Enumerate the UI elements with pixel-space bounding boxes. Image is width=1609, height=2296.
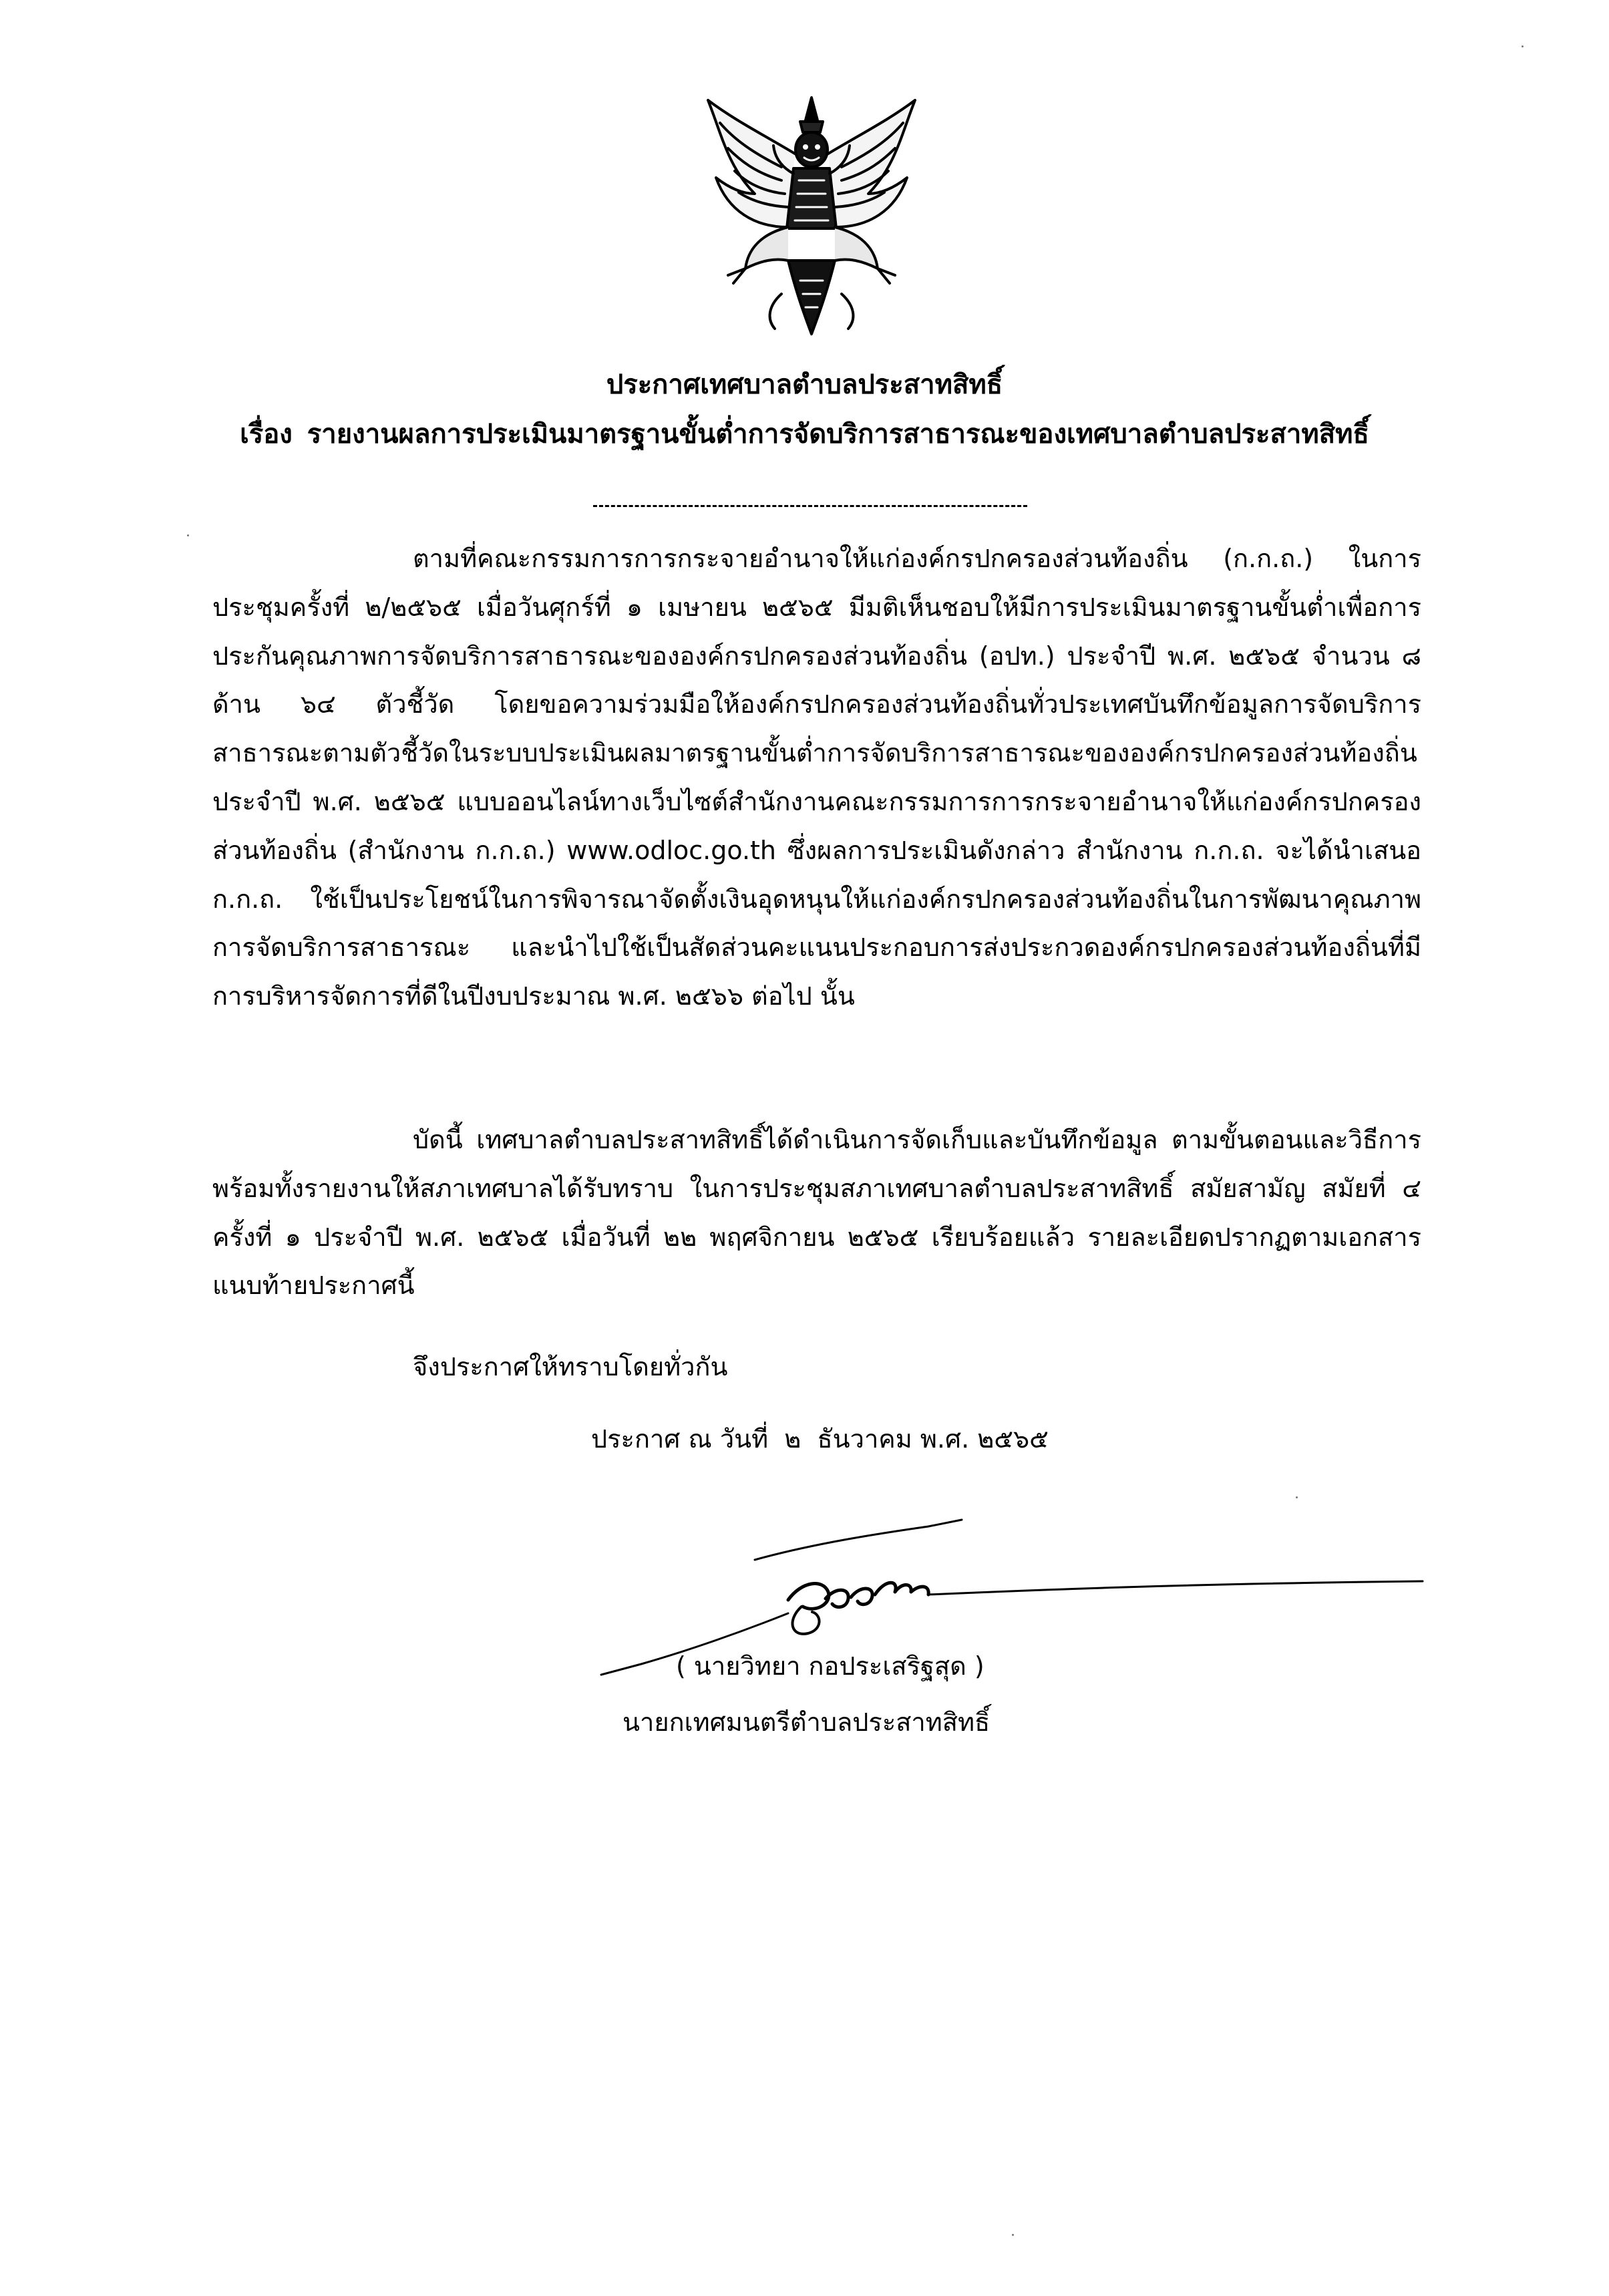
- garuda-emblem-icon: [681, 94, 942, 341]
- date-month-year: ธันวาคม พ.ศ. ๒๕๖๕: [817, 1424, 1049, 1454]
- subject-label: เรื่อง: [240, 419, 293, 450]
- date-prefix: ประกาศ ณ วันที่: [591, 1424, 769, 1454]
- scan-speck: [1012, 2234, 1014, 2236]
- announcement-date: [591, 1419, 1049, 1459]
- signer-name: ( นายวิทยา กอประเสริฐสุด ): [676, 1651, 985, 1681]
- document-subject: [0, 416, 1609, 453]
- signer-title: นายกเทศมนตรีตำบลประสาทสิทธิ์: [622, 1707, 991, 1737]
- scan-speck: [1296, 1496, 1298, 1498]
- title-divider: [593, 505, 1027, 507]
- closing-statement: จึงประกาศให้ทราบโดยทั่วกัน: [413, 1352, 728, 1381]
- date-day: ๒: [784, 1424, 801, 1454]
- scan-speck: [1522, 45, 1524, 47]
- body-paragraph-2: บัดนี้ เทศบาลตำบลประสาทสิทธิ์ได้ดำเนินการจัดเก็บและบันทึกข้อมูล ตามขั้นตอนและวิธีการพร้อมทั้งรายงานให้สภาเทศบาลได้รับทราบ ในการประชุมสภาเทศบาลตำบลประสาทสิทธิ์ สมัยสามัญ สมัยที่ ๔ ครั้งที่ ๑ ประจำปี พ.ศ. ๒๕๖๕ เมื่อวันที่ ๒๒ พฤศจิกายน ๒๕๖๕ เรียบร้อยแล้ว รายละเอียดปรากฏตามเอกสารแนบท้ายประกาศนี้: [212, 1125, 1421, 1301]
- subject-text: รายงานผลการประเมินมาตรฐานขั้นต่ำการจัดบริการสาธารณะของเทศบาลตำบลประสาทสิทธิ์: [307, 419, 1369, 450]
- body-paragraph-1: ตามที่คณะกรรมการการกระจายอำนาจให้แก่องค์กรปกครองส่วนท้องถิ่น (ก.ก.ถ.) ในการประชุมครั้งที่ ๒/๒๕๖๕ เมื่อวันศุกร์ที่ ๑ เมษายน ๒๕๖๕ มีมติเห็นชอบให้มีการประเมินมาตรฐานขั้นต่ำเพื่อการประกันคุณภาพการจัดบริการสาธารณะขององค์กรปกครองส่วนท้องถิ่น (อปท.) ประจำปี พ.ศ. ๒๕๖๕ จำนวน ๘ ด้าน ๖๔ ตัวชี้วัด โดยขอความร่วมมือให้องค์กรปกครองส่วนท้องถิ่นทั่วประเทศบันทึกข้อมูลการจัดบริการสาธารณะตามตัวชี้วัดในระบบประเมินผลมาตรฐานขั้นต่ำการจัดบริการสาธารณะขององค์กรปกครองส่วนท้องถิ่น ประจำปี พ.ศ. ๒๕๖๕ แบบออนไลน์ทางเว็บไซต์สำนักงานคณะกรรมการการกระจายอำนาจให้แก่องค์กรปกครองส่วนท้องถิ่น (สำนักงาน ก.ก.ถ.) www.odloc.go.th ซึ่งผลการประเมินดังกล่าว สำนักงาน ก.ก.ถ. จะได้นำเสนอ ก.ก.ถ. ใช้เป็นประโยชน์ในการพิจารณาจัดตั้งเงินอุดหนุนให้แก่องค์กรปกครองส่วนท้องถิ่นในการพัฒนาคุณภาพการจัดบริการสาธารณะ และนำไปใช้เป็นสัดส่วนคะแนนประกอบการส่งประกวดองค์กรปกครองส่วนท้องถิ่นที่มีการบริหารจัดการที่ดีในปีงบประมาณ พ.ศ. ๒๕๖๖ ต่อไป นั้น: [212, 544, 1421, 1011]
- scan-speck: [187, 534, 189, 536]
- document-title: ประกาศเทศบาลตำบลประสาทสิทธิ์: [606, 369, 1003, 400]
